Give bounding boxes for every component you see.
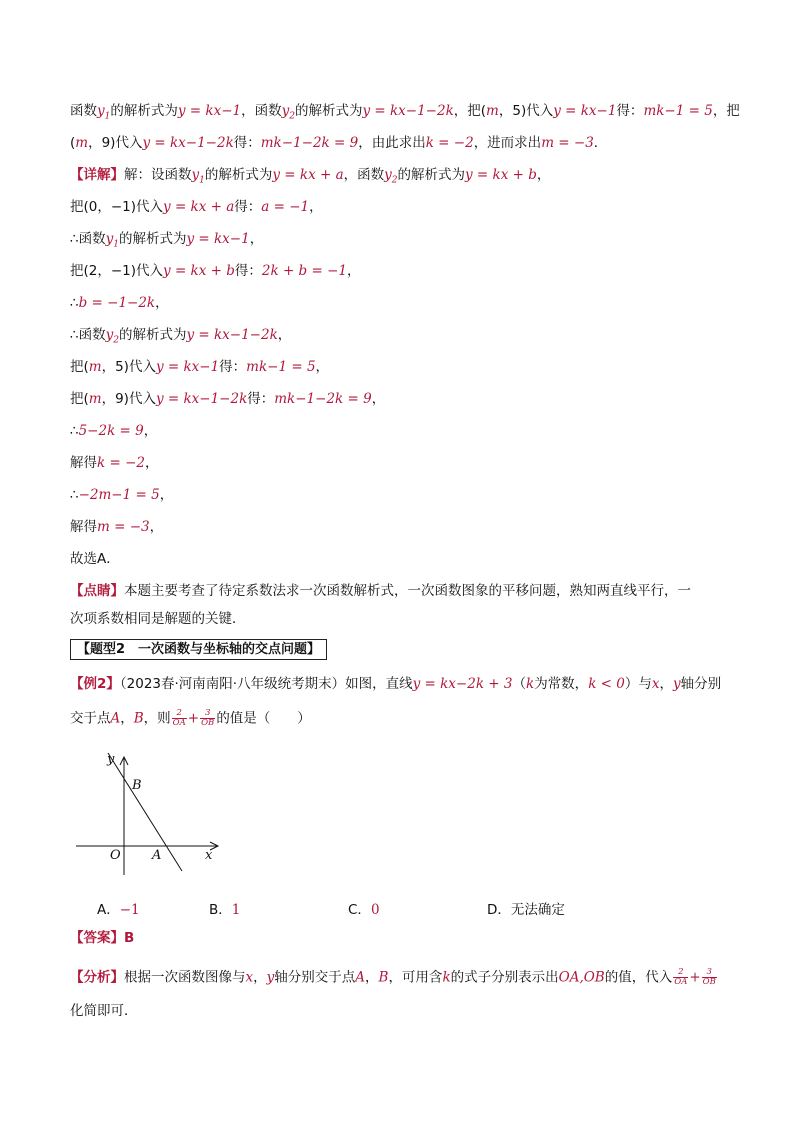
- text: ，: [249, 231, 264, 247]
- text: ∴: [70, 295, 79, 311]
- math: b = −1−2k: [78, 295, 156, 311]
- detail-line-11: [70, 486, 173, 504]
- answer-tag: 【答案】: [70, 930, 124, 946]
- answer-value: B: [124, 930, 135, 946]
- option-d[interactable]: [487, 898, 565, 918]
- detail-line-13: 故选A．: [70, 551, 120, 567]
- text: ∴: [70, 487, 79, 503]
- math: x: [651, 676, 660, 692]
- math: 5−2k = 9: [78, 423, 144, 439]
- text: 的解析式为: [204, 167, 273, 183]
- text: ，: [371, 391, 386, 407]
- math: y = kx−1: [553, 103, 617, 119]
- text: ，: [277, 327, 292, 343]
- math: y: [97, 103, 105, 119]
- text: 的解析式为: [110, 103, 178, 119]
- math: y = kx−1−2k: [155, 391, 248, 407]
- option-c[interactable]: [348, 898, 380, 918]
- math: y: [672, 676, 681, 692]
- text: ，函数: [343, 167, 385, 183]
- text: ，9)代入: [101, 391, 156, 407]
- text: ，进而求出: [473, 135, 542, 151]
- text: ，把(: [453, 103, 487, 119]
- detail-line-3: [70, 230, 263, 254]
- fraction-3-over-ob: [702, 968, 717, 987]
- math: y = kx + a: [272, 167, 344, 183]
- text: 的值，代入: [604, 969, 673, 986]
- fraction-2-over-oa: [172, 709, 187, 728]
- text: 得：: [234, 263, 262, 279]
- text: 把(0，−1)代入: [70, 199, 164, 215]
- option-b[interactable]: [209, 898, 240, 918]
- detail-line-2: [70, 198, 323, 216]
- detail-line-9: [70, 422, 157, 440]
- detail-line-7: [70, 358, 329, 376]
- math: k < 0: [588, 676, 625, 692]
- coordinate-figure: [70, 745, 230, 880]
- option-value: 0: [370, 902, 380, 918]
- math: m: [88, 359, 102, 375]
- label-y: y: [107, 752, 115, 767]
- text: 函数: [70, 103, 97, 119]
- math: m = −3: [97, 519, 150, 535]
- math: −2m−1 = 5: [78, 487, 160, 503]
- text: 的解析式为: [118, 231, 187, 247]
- text: 根据一次函数图像与: [124, 969, 246, 986]
- subscript: 2: [113, 335, 119, 346]
- math: y: [105, 231, 114, 247]
- analysis-tag: 【分析】: [70, 969, 124, 986]
- fraction-2-over-oa: [673, 968, 688, 987]
- analysis-prev-line-1: [70, 102, 740, 126]
- fraction-denominator: OB: [201, 718, 215, 728]
- math: A: [110, 710, 121, 727]
- text: 的解析式为: [294, 103, 363, 119]
- text: 轴分别交于点: [274, 969, 356, 986]
- math: y = kx−1: [177, 103, 242, 119]
- text: ，: [144, 455, 159, 471]
- text: ．: [593, 135, 608, 151]
- text: ∴函数: [70, 231, 106, 247]
- text: ，: [309, 199, 323, 215]
- math: y = kx−1−2k: [362, 103, 454, 119]
- text: ，可用含: [388, 969, 443, 986]
- text: 交于点: [70, 710, 111, 727]
- text: ，: [120, 710, 134, 727]
- detail-line-12: [70, 518, 163, 536]
- math: mk−1−2k = 9: [260, 135, 359, 151]
- math: y = kx + b: [163, 263, 235, 279]
- subscript: 2: [391, 175, 398, 186]
- option-letter: A．: [97, 902, 120, 918]
- math: y: [384, 167, 392, 183]
- math: k = −2: [425, 135, 474, 151]
- fraction-3-over-ob: [200, 709, 215, 728]
- math: y = kx−1: [155, 359, 220, 375]
- example-line-2: [70, 709, 311, 728]
- math: mk−1−2k = 9: [274, 391, 372, 407]
- math: y = kx−1: [186, 231, 250, 247]
- fraction-numerator: 2: [673, 968, 688, 978]
- fraction-numerator: 3: [702, 968, 717, 978]
- math: B: [378, 969, 389, 986]
- label-x: x: [205, 848, 213, 863]
- math: 2k + b = −1: [261, 263, 347, 279]
- text: （2023春·河南南阳·八年级统考期末）如图，直线: [119, 676, 413, 692]
- text: ）与: [624, 676, 652, 692]
- text: 把(2，−1)代入: [70, 263, 164, 279]
- topic-title-box: 【题型2 一次函数与坐标轴的交点问题】: [70, 639, 327, 660]
- comment-line-1: [70, 582, 691, 600]
- math: y = kx−1−2k: [186, 327, 278, 343]
- text: ，由此求出: [358, 135, 426, 151]
- text: ，: [315, 359, 330, 375]
- comment-tag: 【点睛】: [70, 583, 124, 599]
- detail-line-1: [70, 166, 550, 190]
- text: ，函数: [241, 103, 282, 119]
- detail-tag: 【详解】: [70, 167, 124, 183]
- text: ，: [143, 423, 158, 439]
- math: a = −1: [261, 199, 310, 215]
- text: ，5)代入: [498, 103, 554, 119]
- text: 得：: [234, 199, 262, 215]
- detail-line-10: [70, 454, 158, 472]
- text: 解得: [70, 519, 97, 535]
- math: y: [105, 327, 114, 343]
- detail-line-6: [70, 326, 291, 350]
- text: ，: [659, 676, 673, 692]
- detail-line-8: [70, 390, 385, 408]
- math: k = −2: [97, 455, 145, 471]
- math: y: [281, 103, 290, 119]
- text: ，则: [143, 710, 171, 727]
- text: 为常数，: [534, 676, 589, 692]
- label-a: A: [152, 848, 162, 863]
- subscript: 1: [113, 239, 119, 250]
- math: B: [133, 710, 144, 727]
- math: y = kx−2k + 3: [412, 676, 513, 692]
- math: m: [88, 391, 102, 407]
- text: 的解析式为: [397, 167, 466, 183]
- comment-line-2: 次项系数相同是解题的关键．: [70, 611, 246, 627]
- text: (: [70, 135, 76, 151]
- math: OA,OB: [558, 969, 605, 986]
- math: k: [526, 676, 535, 692]
- math: y = kx + a: [163, 199, 235, 215]
- text: ，5)代入: [101, 359, 156, 375]
- plus-sign: +: [689, 969, 701, 986]
- analysis-prev-line-2: [70, 134, 607, 152]
- text: 的式子分别表示出: [450, 969, 559, 986]
- text: 把(: [70, 359, 89, 375]
- math: y = kx−1−2k: [142, 135, 234, 151]
- text: 的值是（ ）: [216, 710, 311, 727]
- analysis-line-2: 化简即可．: [70, 1003, 138, 1019]
- math: mk−1 = 5: [246, 359, 316, 375]
- math: m: [486, 103, 499, 119]
- text: 把(: [70, 391, 89, 407]
- option-letter: D．: [487, 902, 511, 918]
- fraction-numerator: 2: [172, 709, 187, 719]
- text: 得：: [233, 135, 261, 151]
- text: ∴: [70, 423, 79, 439]
- example-line-1: [70, 675, 721, 693]
- detail-line-4: [70, 262, 361, 280]
- text: ，: [536, 167, 551, 183]
- label-o: O: [110, 848, 121, 863]
- text: ∴函数: [70, 327, 106, 343]
- math: k: [442, 969, 451, 986]
- math: y: [266, 969, 275, 986]
- text: ，: [159, 487, 174, 503]
- option-letter: C．: [348, 902, 371, 918]
- fraction-denominator: OA: [674, 977, 688, 987]
- option-value: 无法确定: [510, 902, 565, 918]
- text: 本题主要考查了待定系数法求一次函数解析式，一次函数图象的平移问题，熟知两直线平行，一: [124, 583, 691, 599]
- text: ，9)代入: [88, 135, 143, 151]
- text: 得：: [616, 103, 644, 119]
- text: ，: [149, 519, 164, 535]
- text: 解：设函数: [124, 167, 192, 183]
- analysis-line-1: [70, 968, 718, 987]
- text: ，: [347, 263, 361, 279]
- math: m = −3: [541, 135, 594, 151]
- option-value: 1: [231, 902, 241, 918]
- answer-line: [70, 929, 134, 947]
- plus-sign: +: [187, 710, 200, 727]
- detail-line-5: [70, 294, 169, 312]
- text: ，: [155, 295, 169, 311]
- subscript: 2: [289, 111, 295, 122]
- text: ，: [253, 969, 267, 986]
- text: 解得: [70, 455, 97, 471]
- option-a[interactable]: [97, 898, 140, 918]
- text: 得：: [219, 359, 247, 375]
- option-value: −1: [119, 902, 140, 918]
- option-letter: B．: [209, 902, 232, 918]
- math: y = kx + b: [465, 167, 537, 183]
- text: 得：: [247, 391, 275, 407]
- text: ，把: [712, 103, 740, 119]
- fraction-denominator: OB: [702, 977, 716, 987]
- example-tag: 【例2】: [70, 676, 120, 692]
- text: 轴分别: [680, 676, 722, 692]
- fraction-numerator: 3: [200, 709, 215, 719]
- subscript: 1: [104, 111, 111, 122]
- math: m: [75, 135, 89, 151]
- math: x: [245, 969, 254, 986]
- subscript: 1: [199, 175, 205, 186]
- math: mk−1 = 5: [643, 103, 713, 119]
- fraction-denominator: OA: [172, 718, 186, 728]
- math: A: [355, 969, 366, 986]
- text: ，: [365, 969, 379, 986]
- math: y: [191, 167, 200, 183]
- text: （: [512, 676, 526, 692]
- label-b: B: [132, 778, 142, 793]
- text: 的解析式为: [118, 327, 187, 343]
